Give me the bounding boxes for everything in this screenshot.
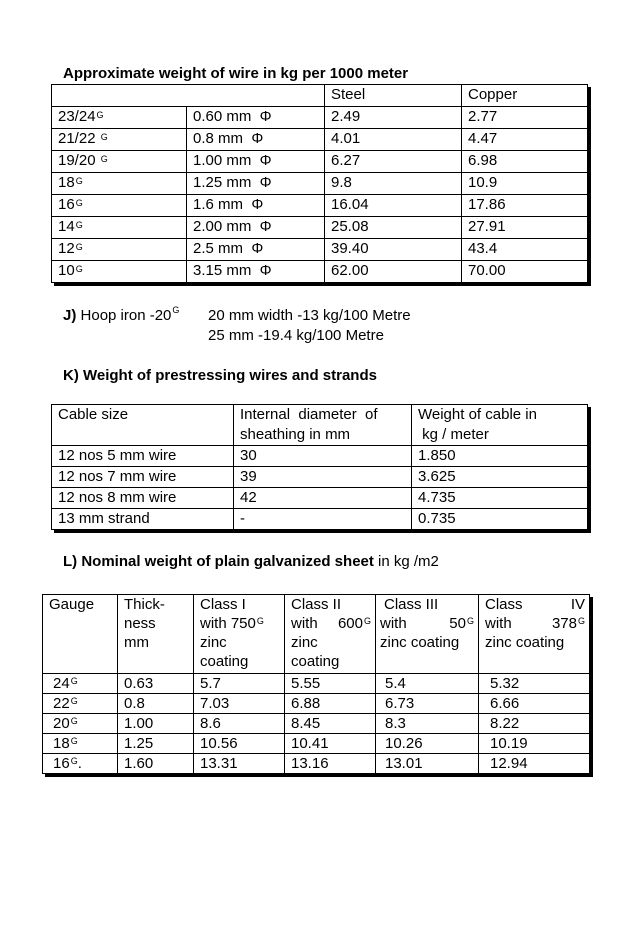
sheet-gauge-text: 24 <box>53 675 70 692</box>
class4-l1-b: IV <box>570 596 585 613</box>
wire-gauge <box>52 239 187 261</box>
class4-l2-sup: G <box>577 616 585 626</box>
sheet-gauge-sup: G <box>70 716 78 726</box>
sheet-gauge <box>43 674 118 694</box>
sheet-class-2: 10.41 <box>285 734 376 754</box>
wire-steel: 2.49 <box>325 107 462 129</box>
sheet-class-1: 13.31 <box>194 754 285 774</box>
class3-l2-b-wrap <box>449 614 474 633</box>
wire-gauge-text: 12 <box>58 240 75 257</box>
wire-gauge <box>52 261 187 283</box>
class2-l2-a: with <box>291 615 318 632</box>
sheet-gauge-text: 20 <box>53 715 70 732</box>
wire-header-steel: Steel <box>325 85 462 107</box>
wire-gauge-sup: G <box>96 110 104 120</box>
wire-copper: 2.77 <box>462 107 588 129</box>
table-row <box>52 509 588 530</box>
wire-gauge-text: 14 <box>58 218 75 235</box>
prestress-cable: 12 nos 7 mm wire <box>52 467 234 488</box>
wire-steel: 62.00 <box>325 261 462 283</box>
class2-l1: Class II <box>291 596 342 613</box>
sheet-gauge-text: 16 <box>53 755 70 772</box>
class2-l2-b: 600 <box>337 615 363 632</box>
sheet-gauge <box>43 734 118 754</box>
prestress-header-diameter-l1: Internal diameter of <box>240 406 378 423</box>
wire-gauge-text: 19/20 <box>58 152 100 169</box>
sheet-gauge-post: . <box>77 755 82 772</box>
sheet-class-3: 10.26 <box>376 734 479 754</box>
sheet-header-gauge: Gauge <box>43 595 118 674</box>
table-row <box>52 129 588 151</box>
hoop-prefix: J) <box>63 307 77 324</box>
prestress-weight: 1.850 <box>412 446 588 467</box>
class1-l4: coating <box>200 653 249 670</box>
class3-l2-a: with <box>380 615 407 632</box>
wire-steel: 16.04 <box>325 195 462 217</box>
sheet-class-4: 8.22 <box>479 714 590 734</box>
sheet-header-class-4 <box>479 595 590 674</box>
wire-gauge <box>52 107 187 129</box>
wire-diameter: 1.00 mm Φ <box>187 151 325 173</box>
prestress-cable: 12 nos 5 mm wire <box>52 446 234 467</box>
wire-steel: 9.8 <box>325 173 462 195</box>
sheet-class-4: 12.94 <box>479 754 590 774</box>
sheet-header-class-2 <box>285 595 376 674</box>
wire-gauge <box>52 195 187 217</box>
wire-gauge-text: 21/22 <box>58 130 100 147</box>
wire-diameter: 2.00 mm Φ <box>187 217 325 239</box>
class3-l1: Class III <box>384 596 439 613</box>
wire-copper: 43.4 <box>462 239 588 261</box>
class4-l2 <box>485 614 589 633</box>
wire-gauge-sup: G <box>75 220 83 230</box>
wire-steel: 25.08 <box>325 217 462 239</box>
sheet-thickness: 0.8 <box>118 694 194 714</box>
sheet-gauge <box>43 754 118 774</box>
sheet-gauge-sup: G <box>70 736 78 746</box>
table-row <box>52 151 588 173</box>
class2-l2-b-wrap <box>338 614 371 633</box>
wire-gauge-text: 23/24 <box>58 108 96 125</box>
prestress-header-diameter <box>234 405 412 446</box>
sheet-title <box>63 553 439 570</box>
sheet-class-2: 6.88 <box>285 694 376 714</box>
wire-copper: 10.9 <box>462 173 588 195</box>
class1-l2-text: with 750 <box>200 615 256 632</box>
class3-l2-b: 50 <box>449 615 466 632</box>
prestress-cable: 13 mm strand <box>52 509 234 530</box>
prestress-table <box>51 404 588 530</box>
wire-gauge <box>52 129 187 151</box>
wire-steel: 4.01 <box>325 129 462 151</box>
wire-gauge-sup: G <box>100 132 108 142</box>
sheet-class-1: 5.7 <box>194 674 285 694</box>
galvanized-sheet-table <box>42 594 590 774</box>
sheet-class-3: 8.3 <box>376 714 479 734</box>
table-row <box>43 714 590 734</box>
wire-diameter: 0.8 mm Φ <box>187 129 325 151</box>
sheet-gauge <box>43 694 118 714</box>
prestress-header-weight-l1: Weight of cable in <box>418 406 537 423</box>
class2-l3: zinc <box>291 634 318 651</box>
class4-l2-a: with <box>485 615 512 632</box>
table-row <box>43 754 590 774</box>
hoop-iron-value-2: 25 mm -19.4 kg/100 Metre <box>208 327 384 344</box>
sheet-gauge-sup: G <box>70 696 78 706</box>
prestress-diameter: 30 <box>234 446 412 467</box>
class1-l1: Class I <box>200 596 246 613</box>
sheet-class-3: 6.73 <box>376 694 479 714</box>
prestress-header-diameter-l2: sheathing in mm <box>240 426 351 443</box>
wire-copper: 17.86 <box>462 195 588 217</box>
sheet-header-class-3 <box>376 595 479 674</box>
sheet-header-thickness <box>118 595 194 674</box>
sheet-class-3: 13.01 <box>376 754 479 774</box>
table-row <box>52 217 588 239</box>
sheet-thickness: 1.25 <box>118 734 194 754</box>
prestress-header-weight <box>412 405 588 446</box>
wire-diameter: 3.15 mm Φ <box>187 261 325 283</box>
prestress-header-weight-l2: kg / meter <box>418 426 489 443</box>
thickness-l2: ness <box>124 615 156 632</box>
table-row <box>52 467 588 488</box>
sheet-gauge-sup: G <box>70 676 78 686</box>
wire-gauge-sup: G <box>75 242 83 252</box>
sheet-thickness: 1.60 <box>118 754 194 774</box>
sheet-gauge-text: 22 <box>53 695 70 712</box>
prestress-cable: 12 nos 8 mm wire <box>52 488 234 509</box>
prestress-header-cable-size <box>52 405 234 446</box>
class3-l3: zinc coating <box>380 634 460 651</box>
table-row <box>52 173 588 195</box>
sheet-class-1: 7.03 <box>194 694 285 714</box>
sheet-class-4: 5.32 <box>479 674 590 694</box>
sheet-class-1: 10.56 <box>194 734 285 754</box>
sheet-header-class-1 <box>194 595 285 674</box>
wire-table-title: Approximate weight of wire in kg per 1000 meter <box>63 65 409 82</box>
wire-gauge-text: 18 <box>58 174 75 191</box>
sheet-thickness: 1.00 <box>118 714 194 734</box>
table-row <box>52 446 588 467</box>
sheet-class-4: 6.66 <box>479 694 590 714</box>
wire-diameter: 1.25 mm Φ <box>187 173 325 195</box>
wire-gauge-text: 16 <box>58 196 75 213</box>
wire-diameter: 2.5 mm Φ <box>187 239 325 261</box>
class1-l3: zinc <box>200 634 227 651</box>
class4-l3: zinc coating <box>485 634 565 651</box>
wire-gauge-sup: G <box>75 264 83 274</box>
sheet-class-2: 13.16 <box>285 754 376 774</box>
wire-steel: 39.40 <box>325 239 462 261</box>
prestress-weight: 4.735 <box>412 488 588 509</box>
wire-diameter: 1.6 mm Φ <box>187 195 325 217</box>
table-row <box>43 734 590 754</box>
prestress-diameter: 39 <box>234 467 412 488</box>
sheet-title-bold: L) Nominal weight of plain galvanized sheet <box>63 553 374 570</box>
wire-header-blank <box>52 85 325 107</box>
sheet-title-rest: in kg /m2 <box>373 553 439 570</box>
hoop-iron-value-1: 20 mm width -13 kg/100 Metre <box>208 307 411 324</box>
class4-l2-b-wrap <box>552 614 585 633</box>
sheet-gauge-sup: G <box>70 756 78 766</box>
prestress-diameter: - <box>234 509 412 530</box>
table-row <box>52 195 588 217</box>
wire-gauge-sup: G <box>75 176 83 186</box>
class2-l4: coating <box>291 653 340 670</box>
wire-gauge <box>52 217 187 239</box>
wire-gauge <box>52 151 187 173</box>
hoop-label: Hoop iron -20 <box>80 307 172 324</box>
class3-l2 <box>380 614 478 633</box>
wire-copper: 4.47 <box>462 129 588 151</box>
table-row <box>43 694 590 714</box>
thickness-l3: mm <box>124 634 149 651</box>
table-row <box>52 239 588 261</box>
prestress-title: K) Weight of prestressing wires and strands <box>63 367 377 384</box>
class3-l2-sup: G <box>466 616 474 626</box>
wire-table-header <box>52 85 588 107</box>
wire-copper: 6.98 <box>462 151 588 173</box>
class2-l2-sup: G <box>363 616 371 626</box>
sheet-class-2: 8.45 <box>285 714 376 734</box>
sheet-class-3: 5.4 <box>376 674 479 694</box>
wire-gauge-sup: G <box>75 198 83 208</box>
prestress-weight: 0.735 <box>412 509 588 530</box>
wire-gauge-text: 10 <box>58 262 75 279</box>
sheet-class-1: 8.6 <box>194 714 285 734</box>
sheet-thickness: 0.63 <box>118 674 194 694</box>
sheet-gauge <box>43 714 118 734</box>
prestress-weight: 3.625 <box>412 467 588 488</box>
hoop-iron-line-1 <box>63 307 179 324</box>
sheet-header <box>43 595 590 674</box>
prestress-header <box>52 405 588 446</box>
class1-l2-sup: G <box>256 616 264 626</box>
class2-l2 <box>291 614 375 633</box>
table-row <box>52 107 588 129</box>
thickness-l1: Thick- <box>124 596 165 613</box>
wire-diameter: 0.60 mm Φ <box>187 107 325 129</box>
prestress-diameter: 42 <box>234 488 412 509</box>
sheet-class-4: 10.19 <box>479 734 590 754</box>
class4-l1-a: Class <box>485 596 523 613</box>
table-row <box>43 674 590 694</box>
table-row <box>52 261 588 283</box>
wire-header-copper: Copper <box>462 85 588 107</box>
wire-weight-table <box>51 84 588 283</box>
wire-steel: 6.27 <box>325 151 462 173</box>
wire-copper: 27.91 <box>462 217 588 239</box>
wire-gauge-sup: G <box>100 154 108 164</box>
table-row <box>52 488 588 509</box>
wire-gauge <box>52 173 187 195</box>
class4-l2-b: 378 <box>551 615 577 632</box>
sheet-gauge-text: 18 <box>53 735 70 752</box>
hoop-label-sup: G <box>172 305 180 315</box>
sheet-class-2: 5.55 <box>285 674 376 694</box>
class4-l1 <box>485 595 589 614</box>
wire-copper: 70.00 <box>462 261 588 283</box>
prestress-header-cable-size-text: Cable size <box>58 406 129 423</box>
class1-l2 <box>200 614 284 633</box>
